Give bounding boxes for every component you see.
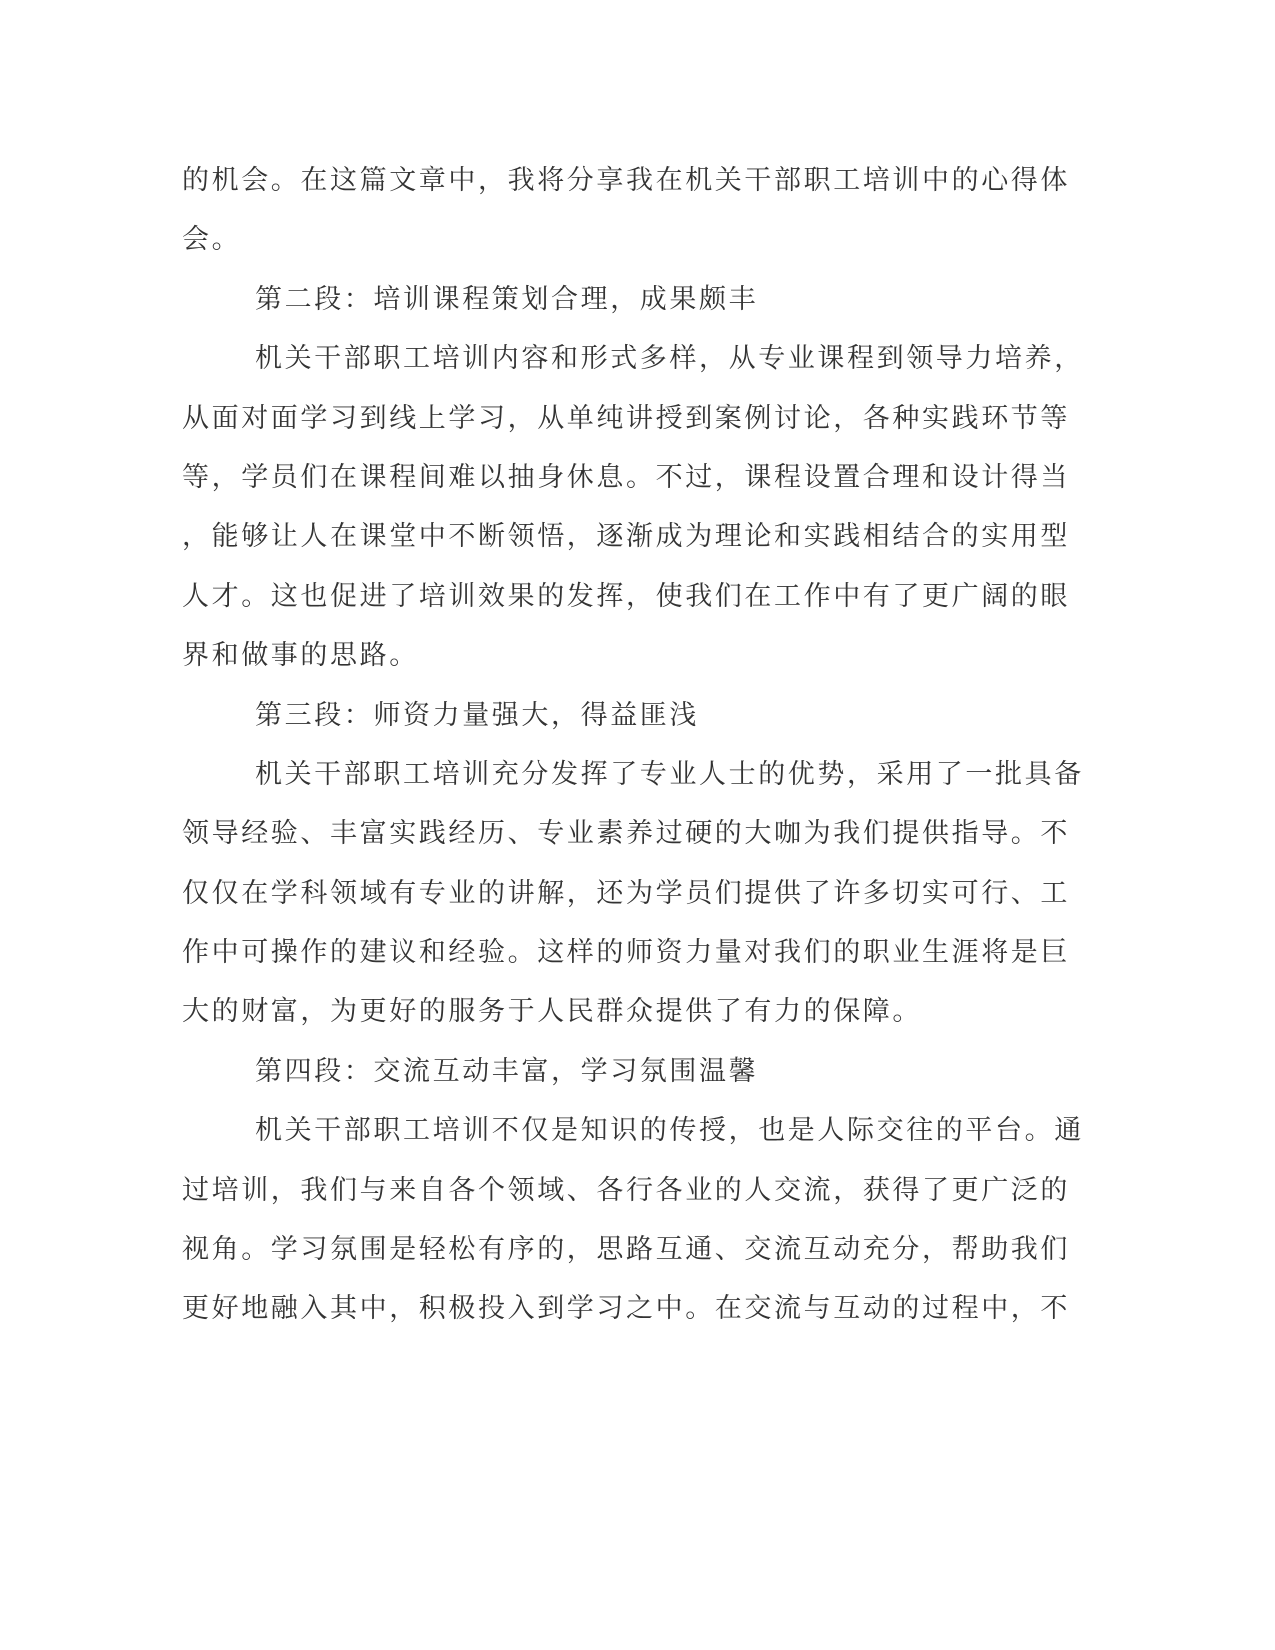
text-line: 领导经验、丰富实践经历、专业素养过硬的大咖为我们提供指导。不 [182,818,1070,850]
text-line: 机关干部职工培训内容和形式多样，从专业课程到领导力培养， [255,343,1084,375]
text-line: 视角。学习氛围是轻松有序的，思路互通、交流互动充分，帮助我们 [182,1234,1070,1266]
text-line: 界和做事的思路。 [182,640,419,672]
text-line: 的机会。在这篇文章中，我将分享我在机关干部职工培训中的心得体 [182,165,1070,196]
heading-text: 第二段：培训课程策划合理，成果颇丰 [255,283,759,315]
text-line: 从面对面学习到线上学习，从单纯讲授到案例讨论，各种实践环节等 [182,402,1070,434]
text-line: 人才。这也促进了培训效果的发挥，使我们在工作中有了更广阔的眼 [182,580,1070,612]
heading-text: 第三段：师资力量强大，得益匪浅 [255,699,699,731]
text-line: ，能够让人在课堂中不断领悟，逐渐成为理论和实践相结合的实用型 [182,521,1070,553]
text-line: 机关干部职工培训充分发挥了专业人士的优势，采用了一批具备 [255,758,1084,790]
heading-text: 第四段：交流互动丰富，学习氛围温馨 [255,1055,759,1087]
text-line: 等，学员们在课程间难以抽身休息。不过，课程设置合理和设计得当 [182,461,1070,493]
section-heading-3 [182,686,1032,745]
paragraph-intro-continued [182,151,1070,270]
text-line: 会。 [182,224,242,256]
section-heading-4 [182,1042,1032,1101]
paragraph-section-3 [182,745,1084,1042]
text-line: 仅仅在学科领域有专业的讲解，还为学员们提供了许多切实可行、工 [182,877,1070,909]
text-line: 过培训，我们与来自各个领域、各行各业的人交流，获得了更广泛的 [182,1174,1070,1206]
paragraph-section-2 [182,329,1084,685]
section-heading-2 [182,270,1032,329]
text-line: 作中可操作的建议和经验。这样的师资力量对我们的职业生涯将是巨 [182,937,1070,969]
text-line: 大的财富，为更好的服务于人民群众提供了有力的保障。 [182,996,922,1028]
text-line: 更好地融入其中，积极投入到学习之中。在交流与互动的过程中，不 [182,1293,1070,1325]
paragraph-section-4 [182,1101,1084,1339]
document-body [182,151,1084,1339]
text-line: 机关干部职工培训不仅是知识的传授，也是人际交往的平台。通 [255,1115,1084,1147]
